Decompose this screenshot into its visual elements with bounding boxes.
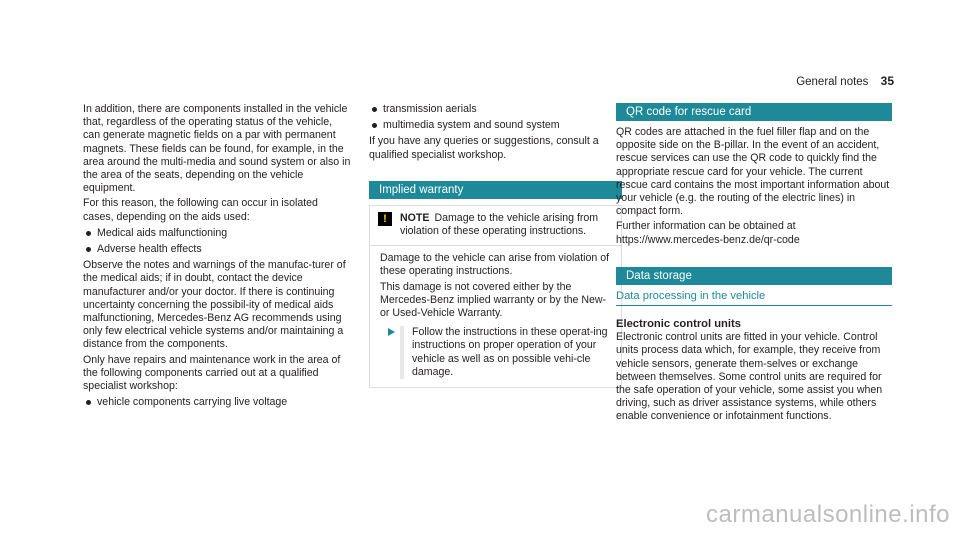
paragraph-magnetic-fields: In addition, there are components installed in the vehicle that, regardless of the operating status of the vehicle, can generate magnetic fields on a par with permanent magnets. These fields can be found, for example, in the area around the multi-media and sound system or also in the area of the seats, depending on the vehicle equipment.: [83, 103, 351, 195]
note-paragraph: Damage to the vehicle can arise from violation of these operating instructions.: [380, 252, 610, 278]
paragraph-observe-notes: Observe the notes and warnings of the manufac-turer of the medical aids; if in doubt, contact the device manufacturer and/or your doctor. If there is continuing uncertainty concerning the possibil-ity of medical aids malfunctioning, Mercedes-Benz AG recommends using only few electrical vehicle systems and/or maintaining a distance from the components.: [83, 259, 346, 351]
section-title-data-storage: Data storage: [616, 267, 892, 285]
page-header: [796, 74, 894, 88]
note-action: [380, 326, 613, 379]
note-header: [370, 212, 621, 246]
bullet-icon: [86, 400, 91, 405]
note-action-text: Follow the instructions in these operat-ing instructions on proper operation of your vehicle as well as on possible vehi-cle damage.: [400, 326, 613, 379]
column-left: [83, 103, 351, 412]
column-right: [616, 103, 892, 426]
section-title-implied-warranty: Implied warranty: [369, 181, 622, 199]
subheading-data-processing: Data processing in the vehicle: [616, 290, 892, 306]
list-item: multimedia system and sound system: [369, 119, 622, 132]
bullet-icon: [86, 247, 91, 252]
list-item: vehicle components carrying live voltage: [83, 396, 351, 409]
bullet-icon: [86, 231, 91, 236]
list-item: transmission aerials: [369, 103, 622, 116]
column-middle: [369, 103, 622, 388]
page-number: 35: [880, 74, 894, 88]
section-name: General notes: [796, 76, 869, 88]
note-body: [378, 252, 613, 379]
paragraph-isolated-cases: For this reason, the following can occur in isolated cases, depending on the aids used:: [83, 197, 318, 223]
note-paragraph: This damage is not covered either by the Mercedes-Benz implied warranty or by the New- or Used-Vehicle Warranty.: [380, 280, 607, 320]
arrow-right-icon: [388, 328, 395, 336]
note-label: NOTE: [400, 211, 430, 224]
list-effects: [83, 227, 351, 256]
note-title: Damage to the vehicle arising from violation of these operating instructions.: [400, 211, 599, 238]
list-components: [83, 396, 351, 409]
note-box: [369, 205, 622, 388]
paragraph-control-units: Electronic control units are fitted in your vehicle. Control units process data which, for example, they receive from vehicle sensors, generate them-selves or exchange between themselves. Some control units are required for the safe operation of your vehicle, some assist you when driving, such as driver assistance systems, while others enable convenience or infotainment functions.: [616, 331, 883, 423]
list-components-cont: [369, 103, 622, 132]
paragraph-further-info: Further information can be obtained at https://www.mercedes-benz.de/qr-code: [616, 220, 800, 246]
bullet-icon: [372, 123, 377, 128]
section-title-qr-code: QR code for rescue card: [616, 103, 892, 121]
heading-electronic-control-units: Electronic control units: [616, 318, 741, 331]
list-item: Adverse health effects: [83, 243, 351, 256]
paragraph-queries: If you have any queries or suggestions, consult a qualified specialist workshop.: [369, 135, 599, 161]
bullet-icon: [372, 107, 377, 112]
paragraph-qr-code: QR codes are attached in the fuel filler flap and on the opposite side on the B-pillar. In the event of an accident, rescue services can use the QR code to quickly find the appropriate rescue card for your vehicle. The current rescue card contains the most important information about your vehicle (e.g. the routing of the electric lines) in compact form.: [616, 126, 890, 218]
warning-icon: !: [378, 212, 392, 226]
watermark: carmanualsonline.info: [706, 501, 950, 528]
paragraph-repairs: Only have repairs and maintenance work in the area of the following components carried out at a qualified specialist workshop:: [83, 353, 341, 393]
list-item: Medical aids malfunctioning: [83, 227, 351, 240]
